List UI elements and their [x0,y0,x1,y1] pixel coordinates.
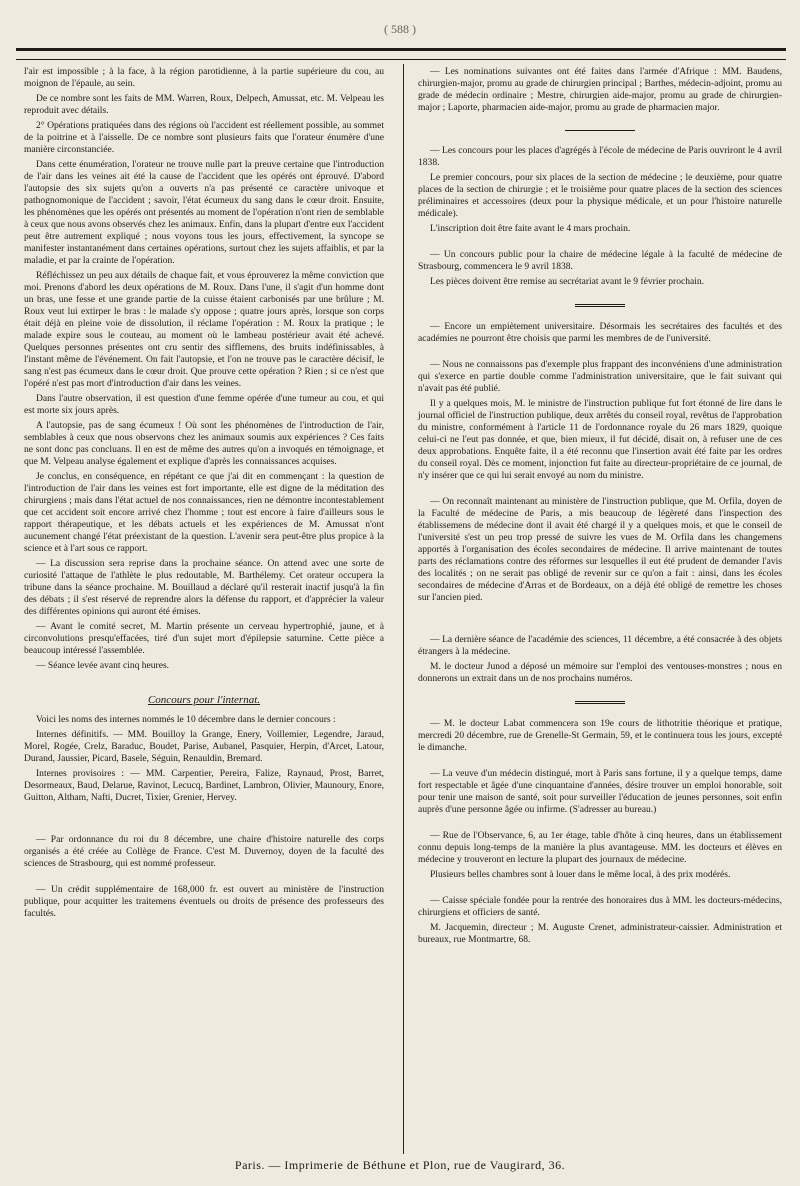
paragraph: — M. le docteur Labat commencera son 19e cours de lithotritie théorique et pratique, mercredi 20 décembre, rue de Grenelle-St Germain, 59, et le continuera tous les jours, excepté le dimanche. [418,718,782,753]
paragraph: De ce nombre sont les faits de MM. Warren, Roux, Delpech, Amussat, etc. M. Velpeau les reproduit avec détails. [24,93,384,116]
column-divider [403,64,404,1154]
separator [575,304,625,307]
paragraph: — Un concours public pour la chaire de médecine légale à la faculté de médecine de Strasbourg, commencera le 9 avril 1838. [418,249,782,272]
paragraph: — Encore un empiètement universitaire. Désormais les secrétaires des facultés et des académies ne pourront être choisis que parmi les membres de de l'université. [418,321,782,344]
paragraph: — Par ordonnance du roi du 8 décembre, une chaire d'histoire naturelle des corps organisés a été créée au Collège de France. C'est M. Duvernoy, doyen de la faculté des sciences de Strasbourg, qui est nommé professeur. [24,834,384,869]
paragraph: Plusieurs belles chambres sont à louer dans le même local, à des prix modérés. [430,869,731,880]
paragraph: l'air est impossible ; à la face, à la région parotidienne, à la partie supérieure du cou, au moignon de l'épaule, au sein. [24,66,384,89]
paragraph: Dans l'autre observation, il est question d'une femme opérée d'une tumeur au cou, et qui est morte six jours après. [24,393,384,416]
left-column [24,66,384,923]
paragraph: L'inscription doit être faite avant le 4 mars prochain. [430,223,631,234]
printer-imprint: Paris. — Imprimerie de Béthune et Plon, rue de Vaugirard, 36. [234,1158,566,1172]
paragraph: Les pièces doivent être remise au secrétariat avant le 9 février prochain. [430,276,705,287]
paragraph: — Avant le comité secret, M. Martin présente un cerveau hypertrophié, jaune, et à circonvolutions presqu'effacées, tiré d'un sujet mort d'épilepsie saturnine. Cette pièce a beaucoup intéressé l'assemblée. [24,621,384,656]
paragraph: — Les concours pour les places d'agrégés à l'école de médecine de Paris ouvriront le 4 avril 1838. [418,145,782,168]
paragraph: Je conclus, en conséquence, en répétant ce que j'ai dit en commençant : la question de l'introduction de l'air dans les veines est fort importante, elle est digne de la méditation des chirurgiens ; mais dans l'état actuel de nos connaissances, rien ne démontre incontestablement que cet accident soit encore arrivé chez l'homme ; tout est encore à faire d'ailleurs sous le rapport thérapeutique, et les débats actuels et les expériences de M. Amussat n'ont aucunement changé l'état préexistant de la question. L'avenir sera peut-être plus propice à la science et à l'art sous ce rapport. [24,471,384,554]
paragraph: M. Jacquemin, directeur ; M. Auguste Crenet, administrateur-caissier. Administration et bureaux, rue Montmartre, 68. [418,922,782,945]
paragraph: Le premier concours, pour six places de la section de médecine ; le deuxième, pour quatre places de la section de chirurgie ; et le troisième pour quatre places de la section des sciences préliminaires et accessoires (deux pour la physique médicale, et un pour l'histoire naturelle médicale). [418,172,782,219]
separator [565,130,635,131]
paragraph: — Rue de l'Observance, 6, au 1er étage, table d'hôte à cinq heures, dans un établissement connu depuis long-temps de la manière la plus avantageuse. MM. les docteurs et élèves en médecine y trouveront en lecture la plupart des journaux de médecine. [418,830,782,865]
paragraph: — Caisse spéciale fondée pour la rentrée des honoraires dus à MM. les docteurs-médecins, chirurgiens et officiers de santé. [418,895,782,918]
paragraph: — Un crédit supplémentaire de 168,000 fr. est ouvert au ministère de l'instruction publique, pour acquitter les traitemens éventuels ou droits de présence des professeurs des facultés. [24,884,384,919]
paragraph: Internes provisoires : — MM. Carpentier, Pereira, Falize, Raynaud, Prost, Barret, Desormeaux, Baud, Delarue, Ravinot, Lecucq, Bardinet, Lambron, Olivier, Maunoury, Enore, Guitton, Altham, Nafti, Ducret, Tixier, Grenier, Hervey. [24,768,384,803]
paragraph: A l'autopsie, pas de sang écumeux ! Où sont les phénomènes de l'introduction de l'air, semblables à ceux que nous observons chez les animaux soumis aux expériences ? Ces faits ne sont donc pas concluans. Il en est de même des autres qu'on a invoqués en témoignage, et que M. Velpeau analyse également et explique d'après les connaissances acquises. [24,420,384,467]
paragraph: — La discussion sera reprise dans la prochaine séance. On attend avec une sorte de curiosité l'attaque de l'athlète le plus redoutable, M. Barthélemy. Cet orateur occupera la tribune dans la séance prochaine. M. Bouillaud a déclaré qu'il resterait inactif jusqu'à la fin des débats ; il s'est réservé de reprendre alors la défense du rapport, et d'apprécier la valeur des différentes opinions qui auront été émises. [24,558,384,617]
paragraph: Internes définitifs. — MM. Bouilloy la Grange, Enery, Voillemier, Legendre, Jaraud, Morel, Rogée, Crelz, Baraduc, Boudet, Parise, Aubanel, Pasquier, Herpin, d'Arcet, Latour, Durand, Jaussier, Picard, Basele, Séguin, Renauldin, Bremard. [24,729,384,764]
paragraph: Réfléchissez un peu aux détails de chaque fait, et vous éprouverez la même conviction que moi. Prenons d'abord les deux opérations de M. Roux. Dans l'une, il s'agit d'un homme dont un bras, une fesse et une grande partie de la cuisse étaient carbonisés par une brûlure ; M. Roux veut lui extirper le bras : le malade s'y oppose ; quatre jours après, lorsque son corps était déjà en pleine voie de dissolution, il réclame l'opération : M. Roux la pratique ; le malade expire sous le couteau, au moment où le lambeau postérieur avait été achevé. Quelques personnes présentes ont cru sentir des sifflemens, des bruits indéfinissables, à l'instant même de l'événement. On fait l'autopsie, et l'on ne trouve pas le caractère décisif, le sang n'est pas écumeux dans le cœur droit. Que prouve cette opération ? Rien ; si ce n'est que l'opéré n'est pas mort d'introduction d'air dans les veines. [24,270,384,389]
paragraph: — La dernière séance de l'académie des sciences, 11 décembre, a été consacrée à des objets étrangers à la médecine. [418,634,782,657]
paragraph: 2° Opérations pratiquées dans des régions où l'accident est réellement possible, au sommet de la poitrine et à l'aisselle. De ce nombre sont plusieurs faits que l'orateur énumère d'une manière circonstanciée. [24,120,384,155]
right-column [418,66,782,949]
page-number: ( 588 ) [384,22,416,36]
section-heading: Concours pour l'internat. [147,694,261,706]
paragraph: — On reconnaît maintenant au ministère de l'instruction publique, que M. Orfila, doyen de la Faculté de médecine de Paris, a mis beaucoup de légèreté dans l'inspection des établissemens de médecine dont il avait été chargé il y a quelques mois, et que le conseil de l'université s'est un peu trop pressé de suivre les vues de M. Orfila dans les changemens apportés à l'organisation des écoles secondaires de médecine. Il arrive maintenant de toutes parts des réclamations contre des réformes sur lesquelles il eut été prudent de demander l'avis des localités ; on ne serait pas obligé de revenir sur ce qu'on a fait : ainsi, dans les écoles secondaires de médecine d'Arras et de Bordeaux, on a déjà été obligé de remettre les choses sur l'ancien pied. [418,496,782,603]
top-rule [16,48,786,60]
paragraph: — Séance levée avant cinq heures. [36,660,170,671]
paragraph: Il y a quelques mois, M. le ministre de l'instruction publique fut fort étonné de lire dans le journal officiel de l'instruction publique, deux arrêtés du conseil royal, revêtus de l'approbation du ministre, conformément à l'article 11 de l'ordonnance royale du 26 mars 1829, quoique celui-ci ne l'eut pas donnée, et que, bien mieux, il fut décidé, disait on, à refuser une de ces deux approbations. Enquête faite, il a été reconnu que l'insertion avait été faite par les ordres du conseil royal. Dès ce moment, injonction fut faite au directeur-propriétaire de ce journal, de n'y insérer que ce qui lui serait envoyé au nom du ministre. [418,398,782,481]
paragraph: Voici les noms des internes nommés le 10 décembre dans le dernier concours : [36,714,336,725]
paragraph: M. le docteur Junod a déposé un mémoire sur l'emploi des ventouses-monstres ; nous en donnerons un extrait dans un de nos prochains numéros. [418,661,782,684]
paragraph: — Les nominations suivantes ont été faites dans l'armée d'Afrique : MM. Baudens, chirurgien-major, promu au grade de chirurgien principal ; Barthes, médecin-adjoint, promu au grade de médecin ordinaire ; Mestre, chirurgien aide-major, promu au grade de chirurgien-major ; Laporte, pharmacien aide-major, promu au grade de pharmacien major. [418,66,782,113]
paragraph: — Nous ne connaissons pas d'exemple plus frappant des inconvéniens d'une administration qui s'exerce en partie double comme l'administration universitaire, que le fait suivant qui n'avait pas été publié. [418,359,782,394]
separator [575,701,625,704]
paragraph: — La veuve d'un médecin distingué, mort à Paris sans fortune, il y a quelque temps, dame fort respectable et âgée d'une cinquantaine d'années, désire trouver un emploi honorable, soit pour tenir une maison de santé, soit pour surveiller l'éducation de jeunes personnes, soit enfin auprès d'une personne âgée ou infirme. (S'adresser au bureau.) [418,768,782,815]
paragraph: Dans cette énumération, l'orateur ne trouve nulle part la preuve certaine que l'introduction de l'air dans les veines ait été la cause de l'accident que les opérés ont éprouvé. D'abord l'autopsie des six sujets qu'on a ouverts n'a pas présenté ce caractère univoque et pathognomonique de l'accident ; savoir, l'état écumeux du sang dans le cœur droit. Ensuite, les phénomènes que les opérés ont présentés au moment de l'opération n'ont rien de semblable à ceux que nous avons observés chez les animaux. Enfin, dans la plupart d'entre eux l'accident peut être autrement expliqué ; nous voyons tous les jours, effectivement, la syncope se manifester instantanément dans certaines opérations, surtout chez les sujets affaiblis, et par la maladie, et par la crainte de l'opération. [24,159,384,266]
